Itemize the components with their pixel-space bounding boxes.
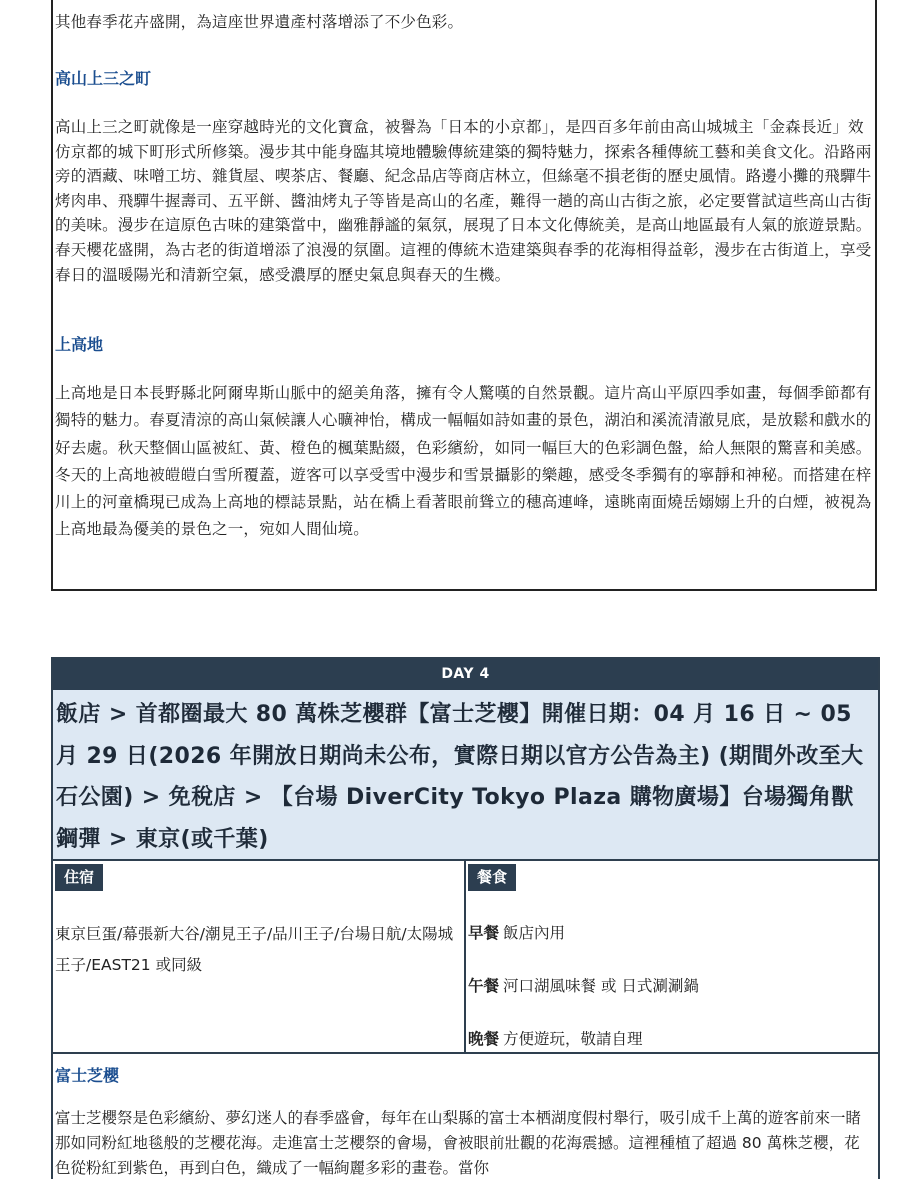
lodging-label: 住宿 bbox=[55, 864, 103, 891]
lunch-label: 午餐 bbox=[468, 977, 500, 995]
dinner-item bbox=[468, 1027, 643, 1049]
itinerary-day4 bbox=[51, 657, 880, 1179]
meals-label: 餐食 bbox=[468, 864, 516, 891]
section-text-kamikochi: 上高地是日本長野縣北阿爾卑斯山脈中的絕美角落，擁有令人驚嘆的自然景觀。這片高山平原四季如畫，每個季節都有獨特的魅力。春夏清涼的高山氣候讓人心曠神怡，構成一幅幅如詩如畫的景色，湖泊和溪流清澈見底，是放鬆和戲水的好去處。秋天整個山區被紅、黃、橙色的楓葉點綴，色彩繽紛，如同一幅巨大的色彩調色盤，給人無限的驚喜和美感。冬天的上高地被皚皚白雪所覆蓋，遊客可以享受雪中漫步和雪景攝影的樂趣，感受冬季獨有的寧靜和神秘。而搭建在梓川上的河童橋現已成為上高地的標誌景點，站在橋上看著眼前聳立的穗高連峰，遠眺南面燒岳嫋嫋上升的白煙，被視為上高地最為優美的景色之一，宛如人間仙境。 bbox=[55, 384, 872, 539]
intro-tail-text: 其他春季花卉盛開，為這座世界遺產村落增添了不少色彩。 bbox=[55, 13, 464, 31]
day-header: DAY 4 bbox=[53, 659, 878, 690]
breakfast-item bbox=[468, 921, 565, 943]
lodging-meals-row bbox=[53, 861, 878, 1054]
meals-column bbox=[466, 861, 878, 1052]
dinner-text: 方便遊玩，敬請自理 bbox=[503, 1030, 643, 1048]
lodging-column bbox=[53, 861, 466, 1052]
section-title-fuji-shibazakura: 富士芝櫻 bbox=[55, 1066, 120, 1085]
lunch-text: 河口湖風味餐 或 日式涮涮鍋 bbox=[503, 977, 699, 995]
section-text-fuji-shibazakura: 富士芝櫻祭是色彩繽紛、夢幻迷人的春季盛會，每年在山梨縣的富士本栖湖度假村舉行，吸引成千上萬的遊客前來一睹那如同粉紅地毯般的芝櫻花海。走進富士芝櫻祭的會場，會被眼前壯觀的花海震撼。這裡種植了超過 80 萬株芝櫻，花色從粉紅到紫色，再到白色，織成了一幅絢麗多彩的畫卷。當你 bbox=[55, 1109, 862, 1177]
section-title-kamikochi: 上高地 bbox=[55, 335, 104, 354]
lunch-item bbox=[468, 974, 699, 996]
dinner-label: 晚餐 bbox=[468, 1030, 500, 1048]
breakfast-label: 早餐 bbox=[468, 924, 500, 942]
breakfast-text: 飯店內用 bbox=[503, 924, 566, 942]
itinerary-day3-continued bbox=[51, 0, 877, 591]
day-route: 飯店 > 首都圈最大 80 萬株芝櫻群【富士芝櫻】開催日期：04 月 16 日 ~ 05 月 29 日(2026 年開放日期尚未公布，實際日期以官方公告為主) (期間外改至大石公園) > 免稅店 > 【台場 DiverCity Tokyo Plaza 購物廣場】台場獨角獸鋼彈 > 東京(或千葉) bbox=[53, 690, 878, 861]
section-text-sannomachi: 高山上三之町就像是一座穿越時光的文化寶盒，被譽為「日本的小京都」，是四百多年前由高山城城主「金森長近」效仿京都的城下町形式所修築。漫步其中能身臨其境地體驗傳統建築的獨特魅力，探索各種傳統工藝和美食文化。沿路兩旁的酒藏、味噌工坊、雜貨屋、喫茶店、餐廳、紀念品店等商店林立，但絲毫不損老街的歷史風情。路邊小攤的飛驒牛烤肉串、飛驒牛握壽司、五平餅、醬油烤丸子等皆是高山的名產，難得一趟的高山古街之旅，必定要嘗試這些高山古街的美味。漫步在這原色古味的建築當中，幽雅靜謐的氣氛，展現了日本文化傳統美，是高山地區最有人氣的旅遊景點。春天櫻花盛開，為古老的街道增添了浪漫的氛圍。這裡的傳統木造建築與春季的花海相得益彰，漫步在古街道上，享受春日的溫暖陽光和清新空氣，感受濃厚的歷史氣息與春天的生機。 bbox=[55, 118, 872, 284]
lodging-text: 東京巨蛋/幕張新大谷/潮見王子/品川王子/台場日航/太陽城王子/EAST21 或同級 bbox=[55, 925, 454, 974]
section-title-sannomachi: 高山上三之町 bbox=[55, 69, 152, 88]
